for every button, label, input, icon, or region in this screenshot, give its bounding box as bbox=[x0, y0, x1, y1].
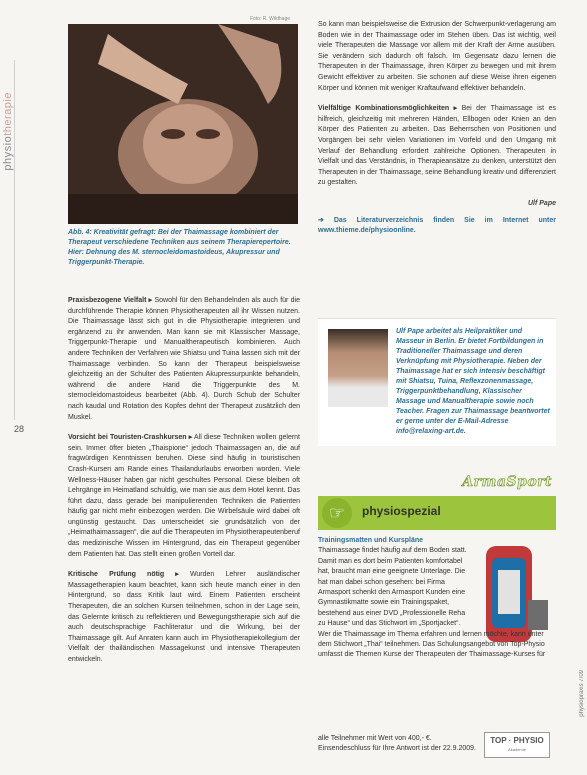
paragraph: Vielfältige Kombinationsmöglichkeiten ▸ Bei der Thaimassage ist es hilfreich, gleichzeitig mit mehreren Händen, Ellbogen oder Knien an den Körper des Patienten zu arbeiten. Das Beherrschen von Positionen und Vorgängen bei sehr vielen Variationen im Vorfeld und den Umgang mit Verlauf der Behandlung erfordert zahlreiche Optionen. Therapeuten in Vielfalt und das Verständnis, in Therapieansätze zu denken, unterstützt den Therapeuten in der Thaimassage, seine Behandlung kreativ und differenziert zu gestalten. bbox=[318, 105, 556, 187]
side-footer: physiopraxis 7/09 bbox=[579, 670, 585, 717]
paragraph: Praxisbezogene Vielfalt ▸ Sowohl für den Behandelnden als auch für die durchführende Therapie können Physiotherapeuten all ihr Wissen nutzen. Die Thaimassage lässt sich gut in die Physiotherapie integrieren und ergänzend zu ihr anwenden. Man kann sie mit Klassischer Massage, Triggerpunkt-Therapie und Manualtherapeutisch kombinieren. Auch andere Techniken der Verfahren wie Shiatsu und Tuina lassen sich mit der Thaimassage verbinden. So kann der Therapeut beispielsweise gleichzeitig an der Schulter des Patienten Akupressurpunkte behandeln, während die andere Hand die Triggerpunkte des M. sternocleidomastoideus bearbeitet (Abb. 4). Durch Schub der Schulter nach kaudal und Rotation des Kopfes dehnt der Therapeut zusätzlich den Muskel. bbox=[68, 297, 301, 421]
massage-photo-art bbox=[68, 24, 298, 224]
author-bio-box bbox=[318, 318, 556, 446]
promo-closing: alle Teilnehmer mit Wert von 400,- €. Einsendeschluss für Ihre Antwort ist der 22.9.2009. bbox=[318, 735, 476, 753]
page-number: 28 bbox=[14, 424, 25, 434]
hand-pointer-icon: ☞ bbox=[322, 498, 352, 528]
photo-caption: Abb. 4: Kreativität gefragt: Bei der Thaimassage kombiniert der Therapeut verschiedene Techniken aus seinem Therapierepertoire. Hier: Dehnung des M. sternocleidomastoideus, Akupressur und Triggerpunkt-Therapie. bbox=[68, 229, 291, 266]
author-bio-text: Ulf Pape arbeitet als Heilpraktiker und Masseur in Berlin. Er bietet Fortbildungen in Traditioneller Thaimassage und deren Verknüpfung mit Physiotherapie. Neben der Thaimassage hat er sich intensiv beschäftigt mit Shiatsu, Tuina, Reflexzonenmassage, Triggerpunktbehandlung, Klassischer Massage und Manualtherapie sowie noch Teacher. Fragen zur Thaimassage beantwortet er gerne unter der E-Mail-Adresse info@relaxing-art.de. bbox=[396, 328, 550, 435]
author-photo bbox=[328, 329, 388, 407]
paragraph: Vorsicht bei Touristen-Crashkursen ▸ All diese Techniken wollen gelernt sein. Immer öfter bieten „Thaispione“ jedoch Thaimassagen an, die auf fragwürdigen Kenntnissen beruhen. Diese sind häufig in touristischen Crash-Kursen am Rande eines Thailandurlaubs erworben worden. Viele Wellness-Häuser haben gar nicht geschultes Personal. Diese bleiben oft Lehrgänge im Heimatland schuldig, wie man sie aus dem Hotel kennt. Das führt dazu, dass gerade bei manipulierenden Techniken die Patienten häufig gar nicht mehr einbezogen werden. Die Wirbelsäule wird dabei oft ungünstig gestaucht. Das unterscheidet sie grundsätzlich von der „Heimathaimassagen“, die auf die Therapeuten im Physiotherapeutenberuf das medizinische Wissen im Hintergrund, das ein Therapeut gegenüber dem Patienten hat. Das stellt einen großen Vorteil dar. bbox=[68, 434, 301, 558]
promo-title: physiospezial bbox=[362, 504, 441, 518]
side-rule bbox=[14, 60, 15, 420]
author-signature: Ulf Pape bbox=[527, 199, 556, 207]
promo-body: Trainingsmatten und Kurspläne Thaimassage findet häufig auf dem Boden statt. Damit man es dort beim Patienten komfortabel hat, braucht man eine geeignete Unterlage. Die hat man dabei schon gesehen: bei Firma Armasport schenkt den Armasport Kunden eine Gymnastikmatte sowie ein Trainingspaket, bestehend aus einer DVD „Professionelle Reha zu Hause“ und das Stichwort im „Sportjacket“. Wer die Thaimassage im Thema erfahren und lernen möchte, kann unter dem Stichwort „Thai“ teilnehmen. Das Schulungsangebot von Top-Physio umfasst die Themen Kurse der Therapeuten der Thaimassage-Kurses für bbox=[318, 537, 546, 659]
literature-reference-link[interactable]: ➔ Das Literaturverzeichnis finden Sie im Internet unter www.thieme.de/physioonline. bbox=[318, 216, 556, 234]
massage-photo bbox=[68, 24, 298, 224]
paragraph: So kann man beispielsweise die Extrusion der Schwerpunkt-verlagerung am Boden wie in der Thaimassage oder im Stehen üben. Das ist wichtig, weil viele Therapeuten die Massage vor allem mit der Kraft der Arme ausüben. Sie verändern sich dadurch oft falsch. Im Gegensatz dazu lernen die Therapeuten in der Thaimassage, ihren Körper zu bewegen und mit ihrem Gewicht effektiver zu arbeiten. Sie schonen auf diese Weise ihren eigenen Körper und können mit weniger Kraftaufwand effektiver behandeln. bbox=[318, 21, 556, 92]
right-column bbox=[318, 20, 556, 236]
top-physio-logo: TOP · PHYSIO Akademie bbox=[484, 732, 550, 758]
promo-header bbox=[318, 496, 556, 530]
side-brand: physiotherapie bbox=[2, 92, 14, 171]
promo-logo: ArmaSport bbox=[462, 474, 552, 490]
photo-credit: Foto: R. Wildhage bbox=[250, 16, 291, 22]
paragraph: Kritische Prüfung nötig ▸ Wurden Lehrer ausländischer Massagetherapien kaum beachtet, kann sich heute manch einer in den Hintergrund, so dass Kritik laut wird. Einem Patienten erscheint Therapeuten, die an solchen Kursen teilnehmen, schon in der Lage sein, das Gelernte kritisch zu reflektieren und Bewegungstherapie sich auf die auch deutschsprachige Fachliteratur und die Wirkung, bei der Thaimassage gilt. Auf Anraten kann auch im Physiotherapiekollegium der Vielfalt der thailändischen Massagekunst und intensive Therapeuten entwickeln. bbox=[68, 571, 301, 663]
promo-box bbox=[318, 474, 556, 770]
left-column bbox=[68, 296, 300, 676]
